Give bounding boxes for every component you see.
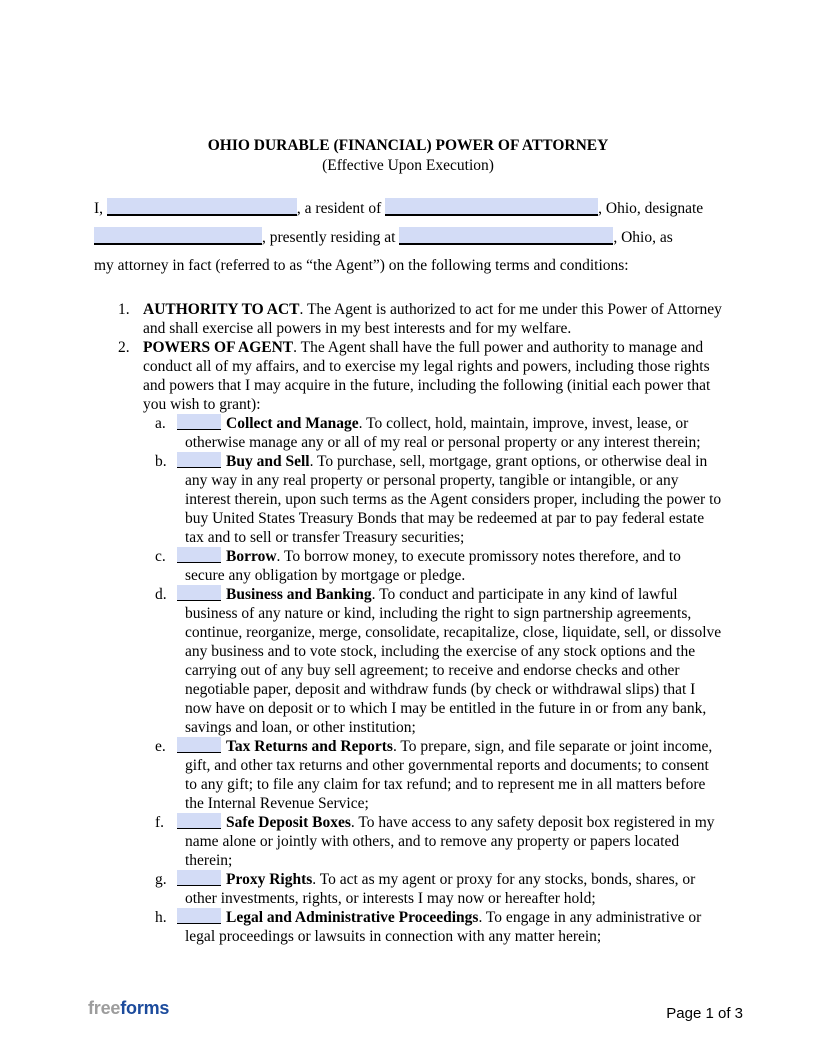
intro-line-1 [94,195,722,224]
power-body: . To engage in any administrative or legal proceedings or lawsuits in connection with any matter herein; [185,908,702,945]
power-body: . To have access to any safety deposit box registered in my name alone or jointly with others, and to remove any property or papers located therein; [185,813,715,869]
terms-list [94,300,722,946]
intro-text: I, [94,200,107,217]
section-item-authority [94,300,722,338]
power-item-legal-proceedings [94,908,722,946]
power-body: . To borrow money, to execute promissory notes therefore, and to secure any obligation by mortgage or pledge. [185,547,681,584]
agent-name-field[interactable] [94,227,262,245]
power-body: . To prepare, sign, and file separate or joint income, gift, and other tax returns and other governmental reports and documents; to consent to any gift; to file any claim for tax refund; and to represent me in all matters before the Internal Revenue Service; [185,737,713,812]
power-item-borrow [94,547,722,585]
initials-field-e[interactable] [177,737,221,753]
power-heading: Business and Banking [226,585,372,603]
initials-field-d[interactable] [177,585,221,601]
power-heading: Collect and Manage [226,414,359,432]
power-letter: c. [155,547,166,565]
intro-line-2 [94,224,722,253]
power-heading: Buy and Sell [226,452,310,470]
power-letter: f. [155,813,165,831]
power-item-collect-and-manage [94,414,722,452]
initials-field-c[interactable] [177,547,221,563]
intro-text: , Ohio, as [613,228,673,246]
section-body: . The Agent shall have the full power and authority to manage and conduct all of my affairs, and to exercise my legal rights and powers, including those rights and powers that I may acquire in the future, including the following (initial each power that you wish to grant): [143,338,711,413]
section-heading: POWERS OF AGENT [143,338,294,356]
section-heading: AUTHORITY TO ACT [143,300,300,318]
initials-field-a[interactable] [177,414,221,430]
power-letter: e. [155,737,166,755]
power-item-business-and-banking [94,585,722,737]
principal-name-field[interactable] [107,198,297,216]
power-heading: Proxy Rights [226,870,313,888]
power-heading: Safe Deposit Boxes [226,813,351,831]
freeforms-logo [88,998,169,1019]
intro-line-3: my attorney in fact (referred to as “the Agent”) on the following terms and conditions: [94,257,629,274]
agent-address-field[interactable] [399,227,613,245]
logo-text-forms: forms [120,998,170,1018]
section-body: . The Agent is authorized to act for me under this Power of Attorney and shall exercise all powers in my best interests and for my welfare. [143,300,722,337]
power-item-safe-deposit-boxes [94,813,722,870]
power-letter: b. [155,452,167,470]
intro-paragraph [94,195,722,281]
power-item-proxy-rights [94,870,722,908]
intro-text: , a resident of [296,200,386,217]
power-letter: g. [155,870,167,888]
initials-field-f[interactable] [177,813,221,829]
power-item-buy-and-sell [94,452,722,547]
power-body: . To collect, hold, maintain, improve, invest, lease, or otherwise manage any or all of my real or personal property or any interest therein; [185,414,701,451]
power-body: . To conduct and participate in any kind of lawful business of any nature or kind, including the right to sign partnership agreements, continue, reorganize, merge, consolidate, recapitalize, close, liquidate, sell, or dissolve any business and to vote stock, including the exercise of any stock options and the carrying out of any buy sell agreement; to receive and endorse checks and other negotiable paper, deposit and withdraw funds (by check or withdrawal slips) that I now have on deposit or to which I may be entitled in the future in or from any bank, savings and loan, or other institution; [185,585,722,736]
power-heading: Borrow [226,547,277,565]
initials-field-g[interactable] [177,870,221,886]
page-number-label: Page 1 of 3 [666,1005,743,1022]
power-heading: Legal and Administrative Proceedings [226,908,479,926]
power-body: . To purchase, sell, mortgage, grant options, or otherwise deal in any way in any real property or personal property, tangible or intangible, or any interest therein, upon such terms as the Agent considers proper, including the power to buy United States Treasury Bonds that may be redeemed at par to pay federal estate tax and to sell or transfer Treasury securities; [185,452,722,546]
power-body: . To act as my agent or proxy for any stocks, bonds, shares, or other investments, rights, or interests I may now or hereafter hold; [185,870,696,907]
power-item-tax-returns [94,737,722,813]
page-subtitle: (Effective Upon Execution) [322,157,494,174]
section-number: 2. [118,338,130,356]
intro-text: , presently residing at [262,228,400,246]
power-letter: a. [155,414,166,432]
page-title: OHIO DURABLE (FINANCIAL) POWER OF ATTORNEY [207,137,609,154]
power-heading: Tax Returns and Reports [226,737,393,755]
intro-text: , Ohio, designate [598,200,704,217]
initials-field-b[interactable] [177,452,221,468]
power-letter: h. [155,908,167,926]
title-block [94,136,722,176]
principal-residence-field[interactable] [385,198,598,216]
section-number: 1. [118,300,130,318]
power-letter: d. [155,585,167,603]
initials-field-h[interactable] [177,908,221,924]
document-content [94,136,722,946]
logo-text-free: free [88,998,121,1018]
section-item-powers [94,338,722,414]
